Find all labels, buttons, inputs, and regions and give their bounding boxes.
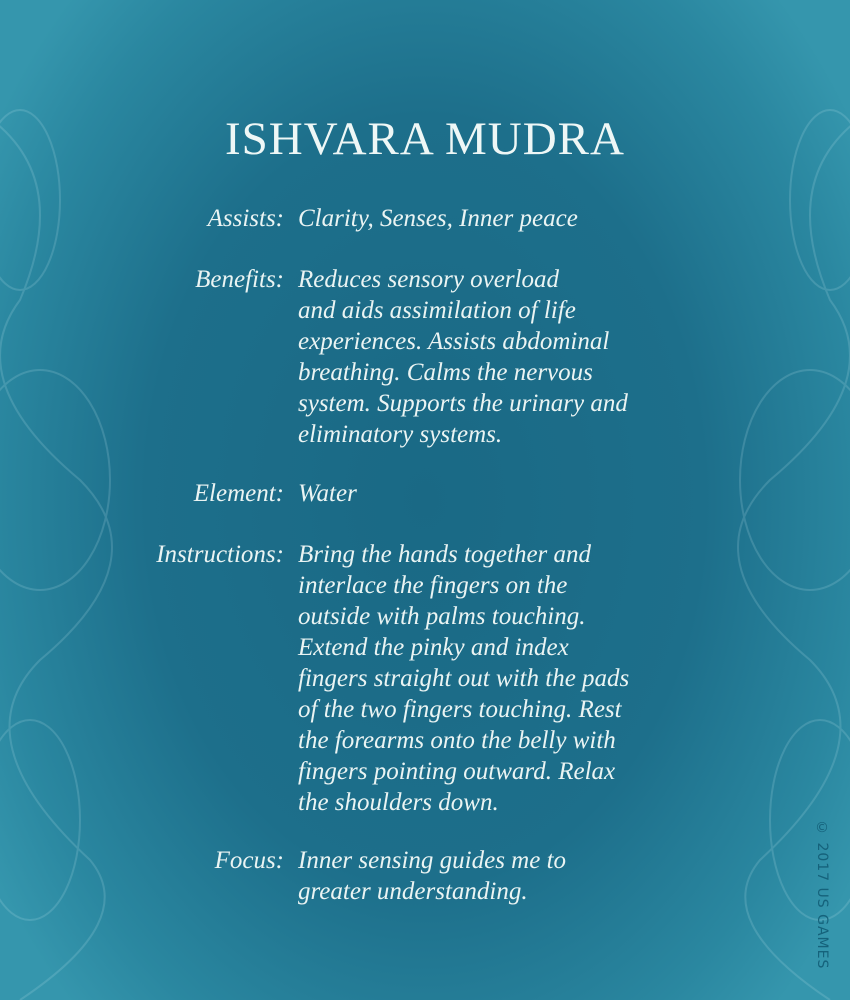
section-label: Focus: [214,847,284,874]
text-line: Water [298,480,357,507]
section-label: Instructions: [156,541,284,568]
text-line: the forearms onto the belly with [298,727,616,754]
text-line: Inner sensing guides me to [298,847,567,874]
section-label: Benefits: [195,266,284,293]
section-label: Element: [193,480,284,507]
text-line: system. Supports the urinary and [298,390,628,417]
text-line: Clarity, Senses, Inner peace [298,205,578,232]
text-line: Reduces sensory overload [298,266,560,293]
section-label: Assists: [207,205,284,232]
text-line: fingers straight out with the pads [298,665,630,692]
text-line: of the two fingers touching. Rest [298,696,622,723]
text-line: and aids assimilation of life [298,297,576,324]
text-line: Extend the pinky and index [298,634,569,661]
text-line: outside with palms touching. [298,603,586,630]
text-line: fingers pointing outward. Relax [298,758,616,785]
text-line: greater understanding. [298,878,528,905]
text-line: interlace the fingers on the [298,572,568,599]
text-line: breathing. Calms the nervous [298,359,593,386]
copyright-watermark: © 2017 US GAMES [814,820,830,970]
text-line: Bring the hands together and [298,541,592,568]
text-line: experiences. Assists abdominal [298,328,610,355]
text-line: eliminatory systems. [298,421,503,448]
card-title: ISHVARA MUDRA [225,113,625,165]
text-line: the shoulders down. [298,789,499,816]
